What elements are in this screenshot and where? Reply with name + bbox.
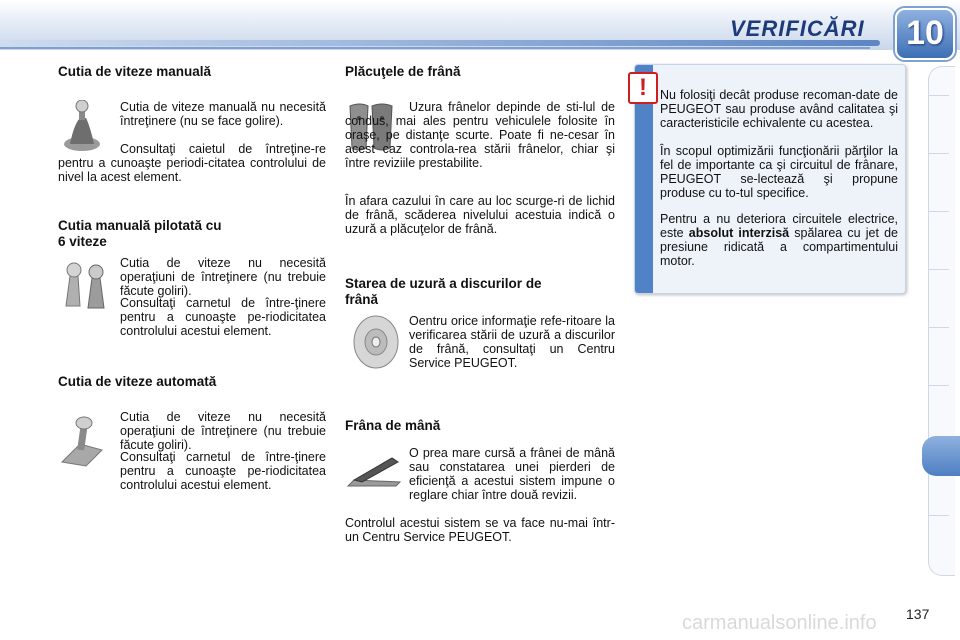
brake-pads-text-1: Uzura frânelor depinde de sti-lul de condus, mai ales pentru vehiculele folosite în oraşe, pe distanţe scurte. Poate fi ne-cesar în acest caz controla-rea stării frânelor, chiar şi între reviziile prestabilite. [345, 100, 615, 170]
brake-disc-icon [352, 314, 400, 370]
handbrake-heading: Frâna de mână [345, 418, 441, 433]
pilot-gearbox-heading-line2: 6 viteze [58, 234, 107, 249]
chapter-number: 10 [906, 14, 944, 52]
chapter-title: VERIFICĂRI [730, 16, 865, 41]
chapter-badge [895, 8, 955, 60]
warning-text-1: Nu folosiţi decât produse recoman-date de PEUGEOT sau produse având calitatea şi caracteristicile echivalente cu acestea. [660, 88, 898, 130]
tab-divider [929, 385, 949, 386]
automatic-gear-selector-icon [58, 414, 106, 468]
manual-gearbox-text-2: Consultaţi caietul de întreţine-re pentru a cunoaşte periodi-citatea controlului de nivel la acest element. [58, 142, 326, 184]
tab-divider [929, 515, 949, 516]
warning-text-3-emphasis: absolut interzisă [688, 226, 790, 240]
warning-text-3 [660, 212, 898, 268]
tab-divider [929, 153, 949, 154]
manual-gearbox-heading: Cutia de viteze manuală [58, 64, 212, 79]
warning-text-2: În scopul optimizării funcţionării părţilor la fel de importante ca şi circuitul de frânare, PEUGEOT se-lectează şi propune produse cu to-tul specifice. [660, 144, 898, 200]
pilot-gearbox-heading [58, 218, 222, 250]
pilot-gearbox-heading-line1: Cutia manuală pilotată cu [58, 218, 222, 233]
chapter-tab-rail[interactable] [928, 66, 955, 576]
warning-icon: ! [628, 72, 658, 104]
pilot-gearbox-text-1: Cutia de viteze nu necesită operaţiuni de întreţinere (nu trebuie făcute goliri). [120, 256, 326, 298]
manual-gearbox-text-1: Cutia de viteze manuală nu necesită întreţinere (nu se face golire). [120, 100, 326, 128]
tab-divider [929, 327, 949, 328]
handbrake-text-2: Controlul acestui sistem se va face nu-mai într-un Centru Service PEUGEOT. [345, 516, 615, 544]
warning-text-3-end: spălarea cu jet de presiune ridicată a compartimentului motor. [660, 226, 899, 268]
handbrake-text-1: O prea mare cursă a frânei de mână sau constatarea unei pierderi de eficienţă a acestui sistem impune o reglare chiar între două revizii. [409, 446, 615, 502]
brake-pads-heading: Plăcuţele de frână [345, 64, 461, 79]
header-rule-thin [0, 47, 870, 49]
handbrake-lever-icon [346, 452, 402, 492]
sequential-gear-lever-icon [60, 256, 112, 312]
automatic-gearbox-text-2: Consultaţi carnetul de între-ţinere pentru a cunoaşte pe-riodicitatea controlului acestui element. [120, 450, 326, 492]
warning-text-3-start: Pentru a nu deteriora circuitele electrice, este [660, 212, 898, 240]
tab-divider [929, 95, 949, 96]
brake-discs-text: Oentru orice informaţie refe-ritoare la verificarea stării de uzură a discurilor de frână, consultaţi un Centru Service PEUGEOT. [409, 314, 615, 370]
brake-discs-heading [345, 276, 542, 308]
automatic-gearbox-text-1: Cutia de viteze nu necesită operaţiuni de întreţinere (nu trebuie făcute goliri). [120, 410, 326, 452]
chapter-tab-active[interactable] [922, 436, 960, 476]
pilot-gearbox-text-2: Consultaţi carnetul de între-ţinere pentru a cunoaşte pe-riodicitatea controlului acestui element. [120, 296, 326, 338]
brake-discs-heading-line2: frână [345, 292, 379, 307]
brake-discs-heading-line1: Starea de uzură a discurilor de [345, 276, 542, 291]
tab-divider [929, 269, 949, 270]
watermark: carmanualsonline.info [682, 612, 877, 634]
automatic-gearbox-heading: Cutia de viteze automată [58, 374, 217, 389]
tab-divider [929, 211, 949, 212]
brake-pads-text-2: În afara cazului în care au loc scurge-ri de lichid de frână, scăderea nivelului acestuia indică o uzură a plăcuţelor de frână. [345, 194, 615, 236]
page-number: 137 [906, 606, 930, 622]
